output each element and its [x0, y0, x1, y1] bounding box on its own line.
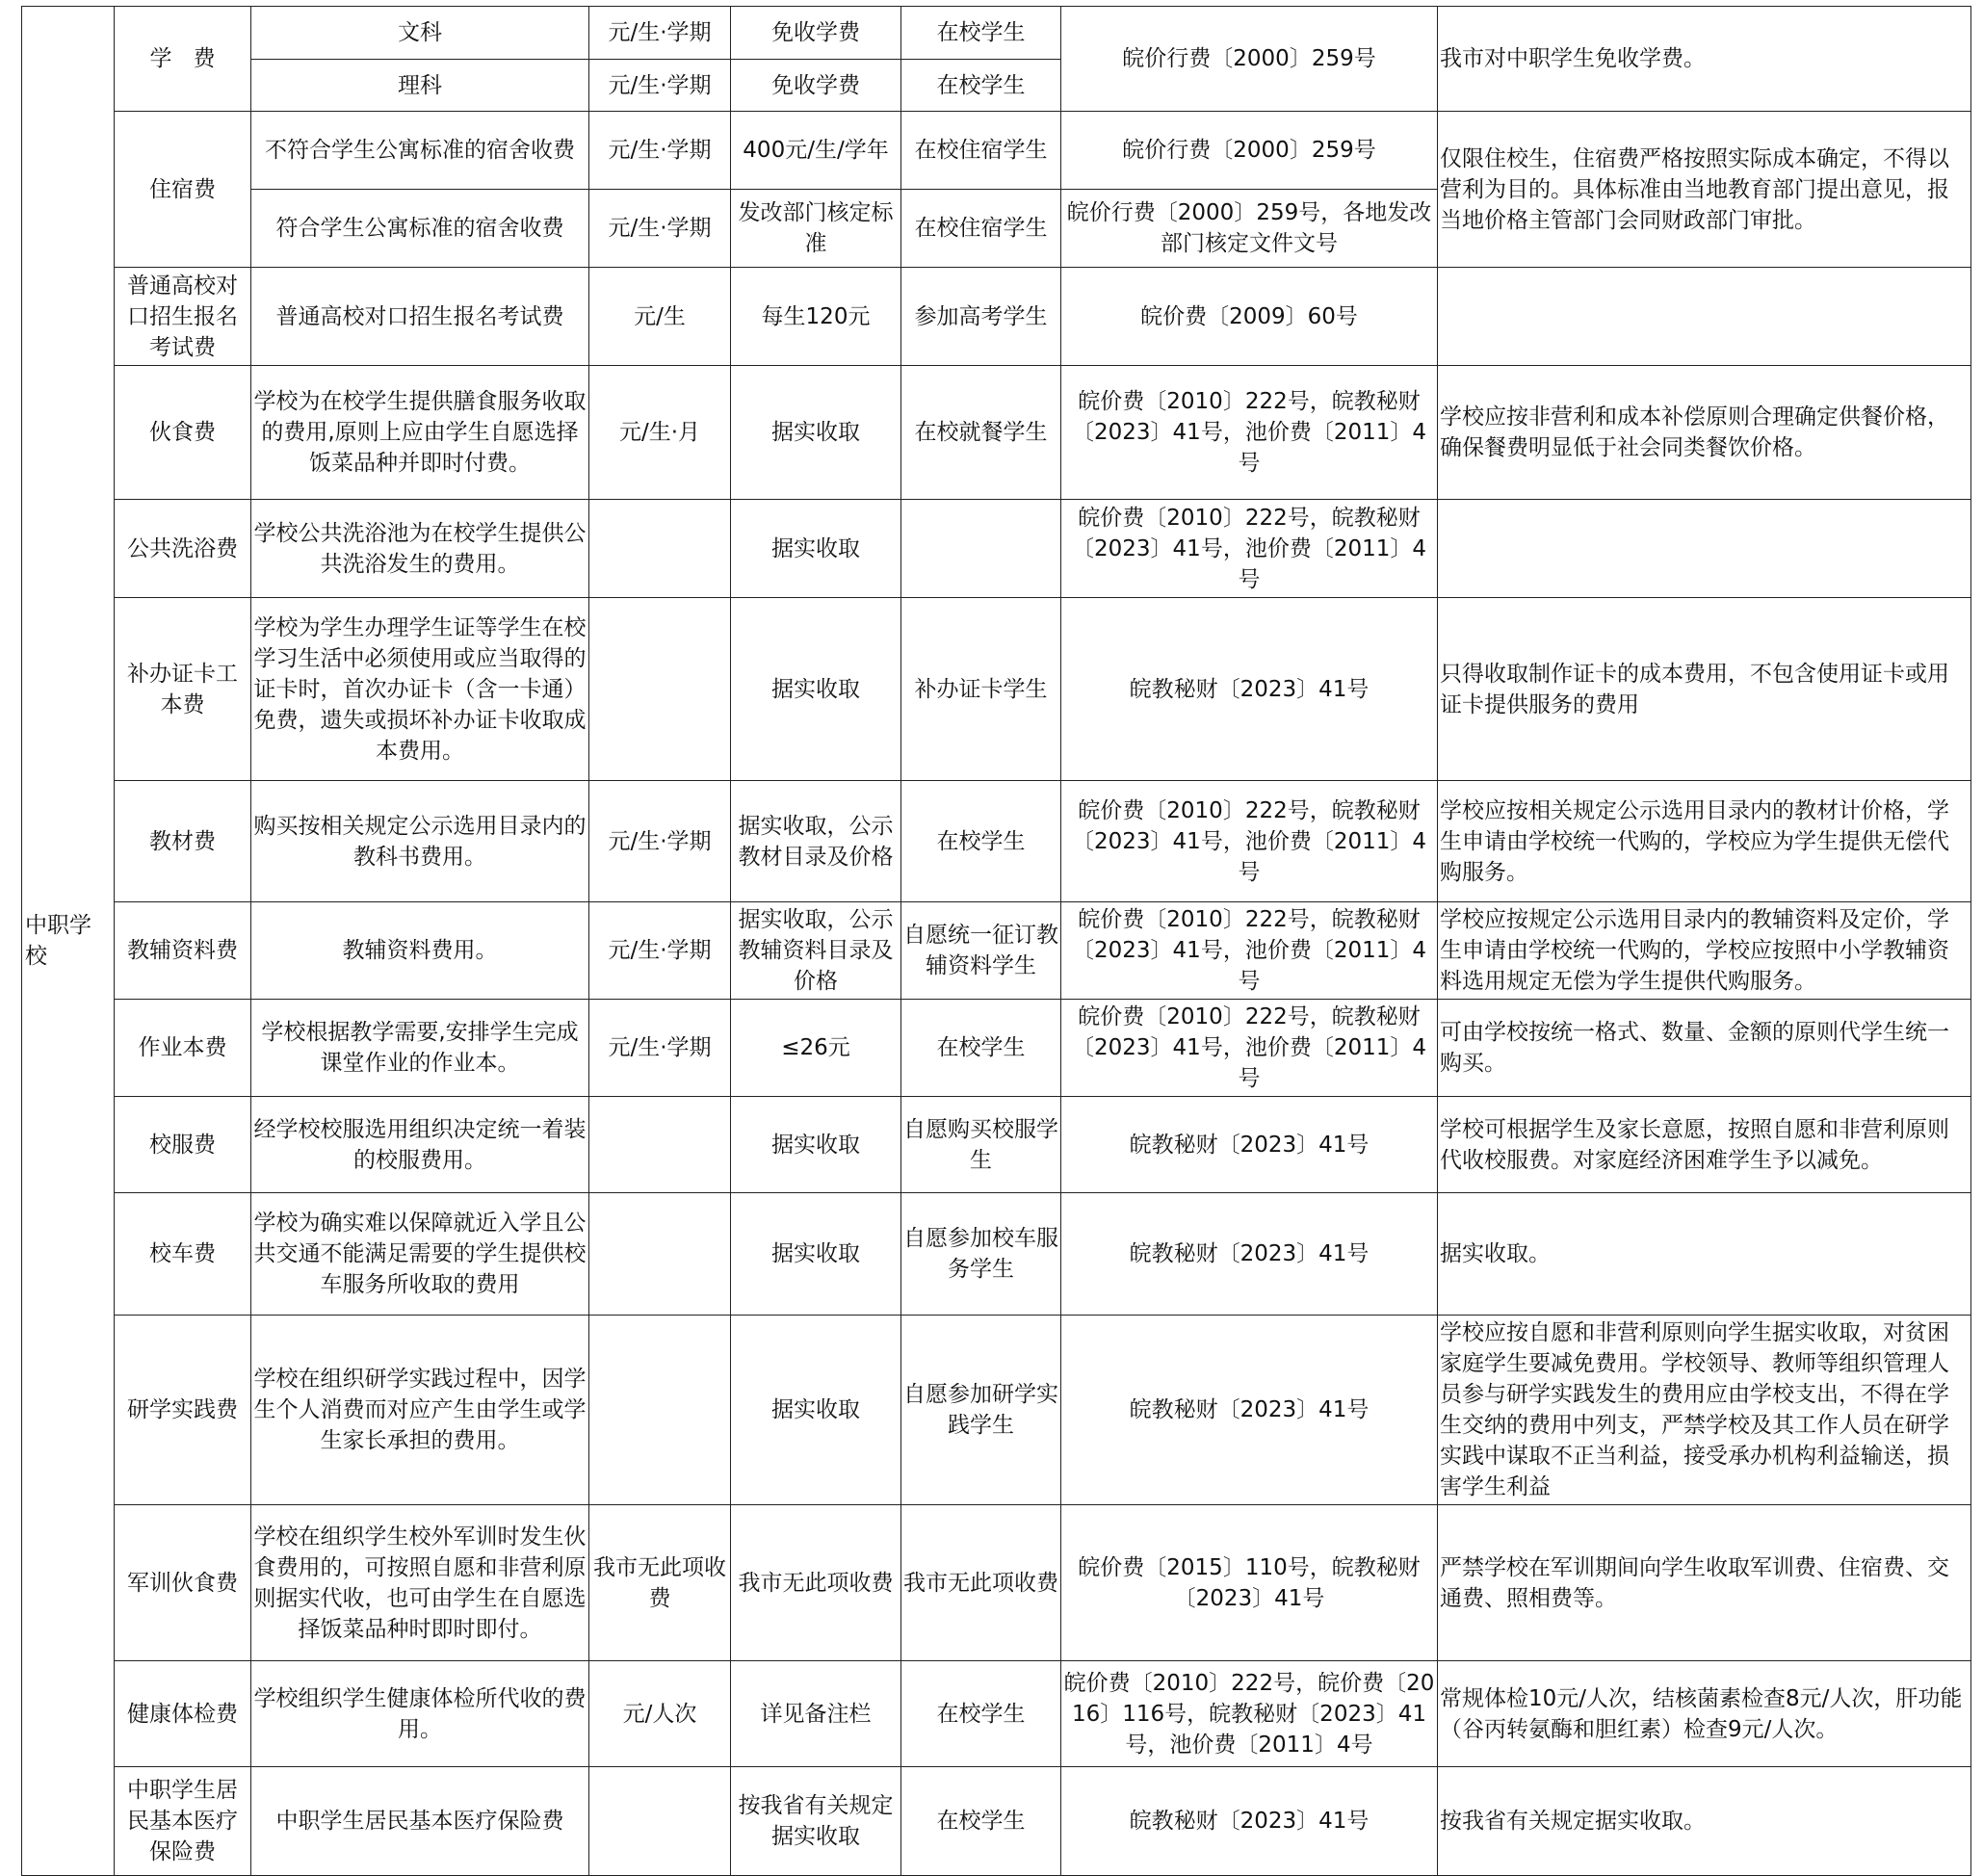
item-name: 教辅资料费 [115, 902, 251, 1000]
content-cell: 符合学生公寓标准的宿舍收费 [251, 190, 589, 268]
note-cell: 我市对中职学生免收学费。 [1438, 7, 1971, 112]
unit-cell: 元/生·学期 [589, 60, 731, 112]
item-name: 研学实践费 [115, 1316, 251, 1505]
standard-cell: 按我省有关规定据实收取 [731, 1767, 901, 1876]
item-name: 住宿费 [115, 112, 251, 268]
table-row [22, 1505, 1971, 1661]
standard-cell: 据实收取 [731, 1316, 901, 1505]
content-cell: 学校为在校学生提供膳食服务收取的费用,原则上应由学生自愿选择饭菜品种并即时付费。 [251, 366, 589, 500]
content-cell: 教辅资料费用。 [251, 902, 589, 1000]
unit-cell: 元/生·学期 [589, 1000, 731, 1097]
content-cell: 学校公共洗浴池为在校学生提供公共洗浴发生的费用。 [251, 500, 589, 598]
target-cell: 在校学生 [901, 1767, 1061, 1876]
standard-cell: 据实收取 [731, 1193, 901, 1316]
standard-cell: 发改部门核定标准 [731, 190, 901, 268]
item-name: 补办证卡工本费 [115, 598, 251, 781]
standard-cell: 详见备注栏 [731, 1661, 901, 1767]
standard-cell: 400元/生/学年 [731, 112, 901, 190]
content-cell: 文科 [251, 7, 589, 60]
target-cell: 自愿参加校车服务学生 [901, 1193, 1061, 1316]
item-name: 教材费 [115, 781, 251, 902]
unit-cell: 元/生·学期 [589, 190, 731, 268]
content-cell: 学校组织学生健康体检所代收的费用。 [251, 1661, 589, 1767]
target-cell: 在校学生 [901, 781, 1061, 902]
unit-cell: 元/生·学期 [589, 7, 731, 60]
table-row [22, 1767, 1971, 1876]
note-cell: 严禁学校在军训期间向学生收取军训费、住宿费、交通费、照相费等。 [1438, 1505, 1971, 1661]
basis-cell: 皖价行费〔2000〕259号，各地发改部门核定文件文号 [1061, 190, 1438, 268]
note-cell: 学校应按相关规定公示选用目录内的教材计价格，学生申请由学校统一代购的，学校应为学生提供无偿代购服务。 [1438, 781, 1971, 902]
note-cell: 只得收取制作证卡的成本费用，不包含使用证卡或用证卡提供服务的费用 [1438, 598, 1971, 781]
unit-cell: 元/生·学期 [589, 112, 731, 190]
note-cell [1438, 268, 1971, 366]
note-cell: 按我省有关规定据实收取。 [1438, 1767, 1971, 1876]
unit-cell [589, 500, 731, 598]
note-cell: 常规体检10元/人次，结核菌素检查8元/人次，肝功能（谷丙转氨酶和胆红素）检查9元/人次。 [1438, 1661, 1971, 1767]
target-cell: 补办证卡学生 [901, 598, 1061, 781]
note-cell: 学校应按规定公示选用目录内的教辅资料及定价，学生申请由学校统一代购的，学校应按照中小学教辅资料选用规定无偿为学生提供代购服务。 [1438, 902, 1971, 1000]
target-cell: 自愿购买校服学生 [901, 1097, 1061, 1193]
standard-cell: 我市无此项收费 [731, 1505, 901, 1661]
note-cell: 学校应按自愿和非营利原则向学生据实收取，对贫困家庭学生要减免费用。学校领导、教师等组织管理人员参与研学实践发生的费用应由学校支出，不得在学生交纳的费用中列支，严禁学校及其工作人员在研学实践中谋取不正当利益，接受承办机构利益输送，损害学生利益 [1438, 1316, 1971, 1505]
table-row [22, 1661, 1971, 1767]
basis-cell: 皖教秘财〔2023〕41号 [1061, 1767, 1438, 1876]
content-cell: 学校在组织学生校外军训时发生伙食费用的，可按照自愿和非营利原则据实代收，也可由学生在自愿选择饭菜品种时即时即付。 [251, 1505, 589, 1661]
basis-cell: 皖价行费〔2000〕259号 [1061, 112, 1438, 190]
item-name: 校服费 [115, 1097, 251, 1193]
note-cell: 学校可根据学生及家长意愿，按照自愿和非营利原则代收校服费。对家庭经济困难学生予以减免。 [1438, 1097, 1971, 1193]
unit-cell [589, 1097, 731, 1193]
item-name: 作业本费 [115, 1000, 251, 1097]
table-row [22, 112, 1971, 190]
unit-cell: 元/生·学期 [589, 902, 731, 1000]
table-row [22, 500, 1971, 598]
target-cell: 在校学生 [901, 1661, 1061, 1767]
basis-cell: 皖价费〔2015〕110号，皖教秘财〔2023〕41号 [1061, 1505, 1438, 1661]
standard-cell: 免收学费 [731, 60, 901, 112]
target-cell: 在校学生 [901, 60, 1061, 112]
basis-cell: 皖价费〔2009〕60号 [1061, 268, 1438, 366]
table-row [22, 902, 1971, 1000]
basis-cell: 皖价费〔2010〕222号，皖教秘财〔2023〕41号，池价费〔2011〕4号 [1061, 366, 1438, 500]
item-name: 伙食费 [115, 366, 251, 500]
standard-cell: 据实收取，公示教材目录及价格 [731, 781, 901, 902]
unit-cell [589, 1193, 731, 1316]
standard-cell: ≤26元 [731, 1000, 901, 1097]
fee-table [21, 6, 1971, 1876]
table-row [22, 7, 1971, 60]
standard-cell: 免收学费 [731, 7, 901, 60]
unit-cell: 元/生 [589, 268, 731, 366]
unit-cell [589, 598, 731, 781]
content-cell: 中职学生居民基本医疗保险费 [251, 1767, 589, 1876]
target-cell: 参加高考学生 [901, 268, 1061, 366]
target-cell: 自愿统一征订教辅资料学生 [901, 902, 1061, 1000]
standard-cell: 据实收取，公示教辅资料目录及价格 [731, 902, 901, 1000]
table-row [22, 366, 1971, 500]
standard-cell: 据实收取 [731, 1097, 901, 1193]
unit-cell: 我市无此项收费 [589, 1505, 731, 1661]
table-row [22, 268, 1971, 366]
standard-cell: 据实收取 [731, 500, 901, 598]
basis-cell: 皖价费〔2010〕222号，皖教秘财〔2023〕41号，池价费〔2011〕4号 [1061, 500, 1438, 598]
target-cell: 在校就餐学生 [901, 366, 1061, 500]
target-cell: 自愿参加研学实践学生 [901, 1316, 1061, 1505]
content-cell: 学校根据教学需要,安排学生完成课堂作业的作业本。 [251, 1000, 589, 1097]
item-name: 公共洗浴费 [115, 500, 251, 598]
content-cell: 不符合学生公寓标准的宿舍收费 [251, 112, 589, 190]
standard-cell: 据实收取 [731, 366, 901, 500]
target-cell: 在校学生 [901, 1000, 1061, 1097]
standard-cell: 每生120元 [731, 268, 901, 366]
table-row [22, 1000, 1971, 1097]
standard-cell: 据实收取 [731, 598, 901, 781]
unit-cell: 元/生·学期 [589, 781, 731, 902]
content-cell: 学校为学生办理学生证等学生在校学习生活中必须使用或应当取得的证卡时，首次办证卡（含一卡通）免费，遗失或损坏补办证卡收取成本费用。 [251, 598, 589, 781]
item-name: 军训伙食费 [115, 1505, 251, 1661]
table-row [22, 781, 1971, 902]
note-cell: 学校应按非营利和成本补偿原则合理确定供餐价格，确保餐费明显低于社会同类餐饮价格。 [1438, 366, 1971, 500]
basis-cell: 皖价费〔2010〕222号，皖价费〔2016〕116号，皖教秘财〔2023〕41号，池价费〔2011〕4号 [1061, 1661, 1438, 1767]
basis-cell: 皖教秘财〔2023〕41号 [1061, 1097, 1438, 1193]
unit-cell: 元/人次 [589, 1661, 731, 1767]
content-cell: 学校为确实难以保障就近入学且公共交通不能满足需要的学生提供校车服务所收取的费用 [251, 1193, 589, 1316]
basis-cell: 皖教秘财〔2023〕41号 [1061, 598, 1438, 781]
note-cell: 据实收取。 [1438, 1193, 1971, 1316]
target-cell: 在校住宿学生 [901, 112, 1061, 190]
content-cell: 经学校校服选用组织决定统一着装的校服费用。 [251, 1097, 589, 1193]
note-cell: 仅限住校生，住宿费严格按照实际成本确定，不得以营利为目的。具体标准由当地教育部门提出意见，报当地价格主管部门会同财政部门审批。 [1438, 112, 1971, 268]
table-row [22, 1193, 1971, 1316]
basis-cell: 皖价费〔2010〕222号，皖教秘财〔2023〕41号，池价费〔2011〕4号 [1061, 1000, 1438, 1097]
item-name: 校车费 [115, 1193, 251, 1316]
basis-cell: 皖价费〔2010〕222号，皖教秘财〔2023〕41号，池价费〔2011〕4号 [1061, 902, 1438, 1000]
item-name: 学费 [115, 7, 251, 112]
target-cell: 在校学生 [901, 7, 1061, 60]
basis-cell: 皖教秘财〔2023〕41号 [1061, 1316, 1438, 1505]
basis-cell: 皖价行费〔2000〕259号 [1061, 7, 1438, 112]
note-cell: 可由学校按统一格式、数量、金额的原则代学生统一购买。 [1438, 1000, 1971, 1097]
note-cell [1438, 500, 1971, 598]
table-row [22, 598, 1971, 781]
target-cell: 我市无此项收费 [901, 1505, 1061, 1661]
content-cell: 理科 [251, 60, 589, 112]
table-row [22, 1097, 1971, 1193]
target-cell: 在校住宿学生 [901, 190, 1061, 268]
item-name: 普通高校对口招生报名考试费 [115, 268, 251, 366]
basis-cell: 皖价费〔2010〕222号，皖教秘财〔2023〕41号，池价费〔2011〕4号 [1061, 781, 1438, 902]
table-row [22, 1316, 1971, 1505]
content-cell: 普通高校对口招生报名考试费 [251, 268, 589, 366]
item-name: 中职学生居民基本医疗保险费 [115, 1767, 251, 1876]
target-cell [901, 500, 1061, 598]
basis-cell: 皖教秘财〔2023〕41号 [1061, 1193, 1438, 1316]
category-cell: 中职学校 [22, 7, 115, 1876]
item-name: 健康体检费 [115, 1661, 251, 1767]
unit-cell: 元/生·月 [589, 366, 731, 500]
content-cell: 学校在组织研学实践过程中，因学生个人消费而对应产生由学生或学生家长承担的费用。 [251, 1316, 589, 1505]
unit-cell [589, 1316, 731, 1505]
content-cell: 购买按相关规定公示选用目录内的教科书费用。 [251, 781, 589, 902]
unit-cell [589, 1767, 731, 1876]
